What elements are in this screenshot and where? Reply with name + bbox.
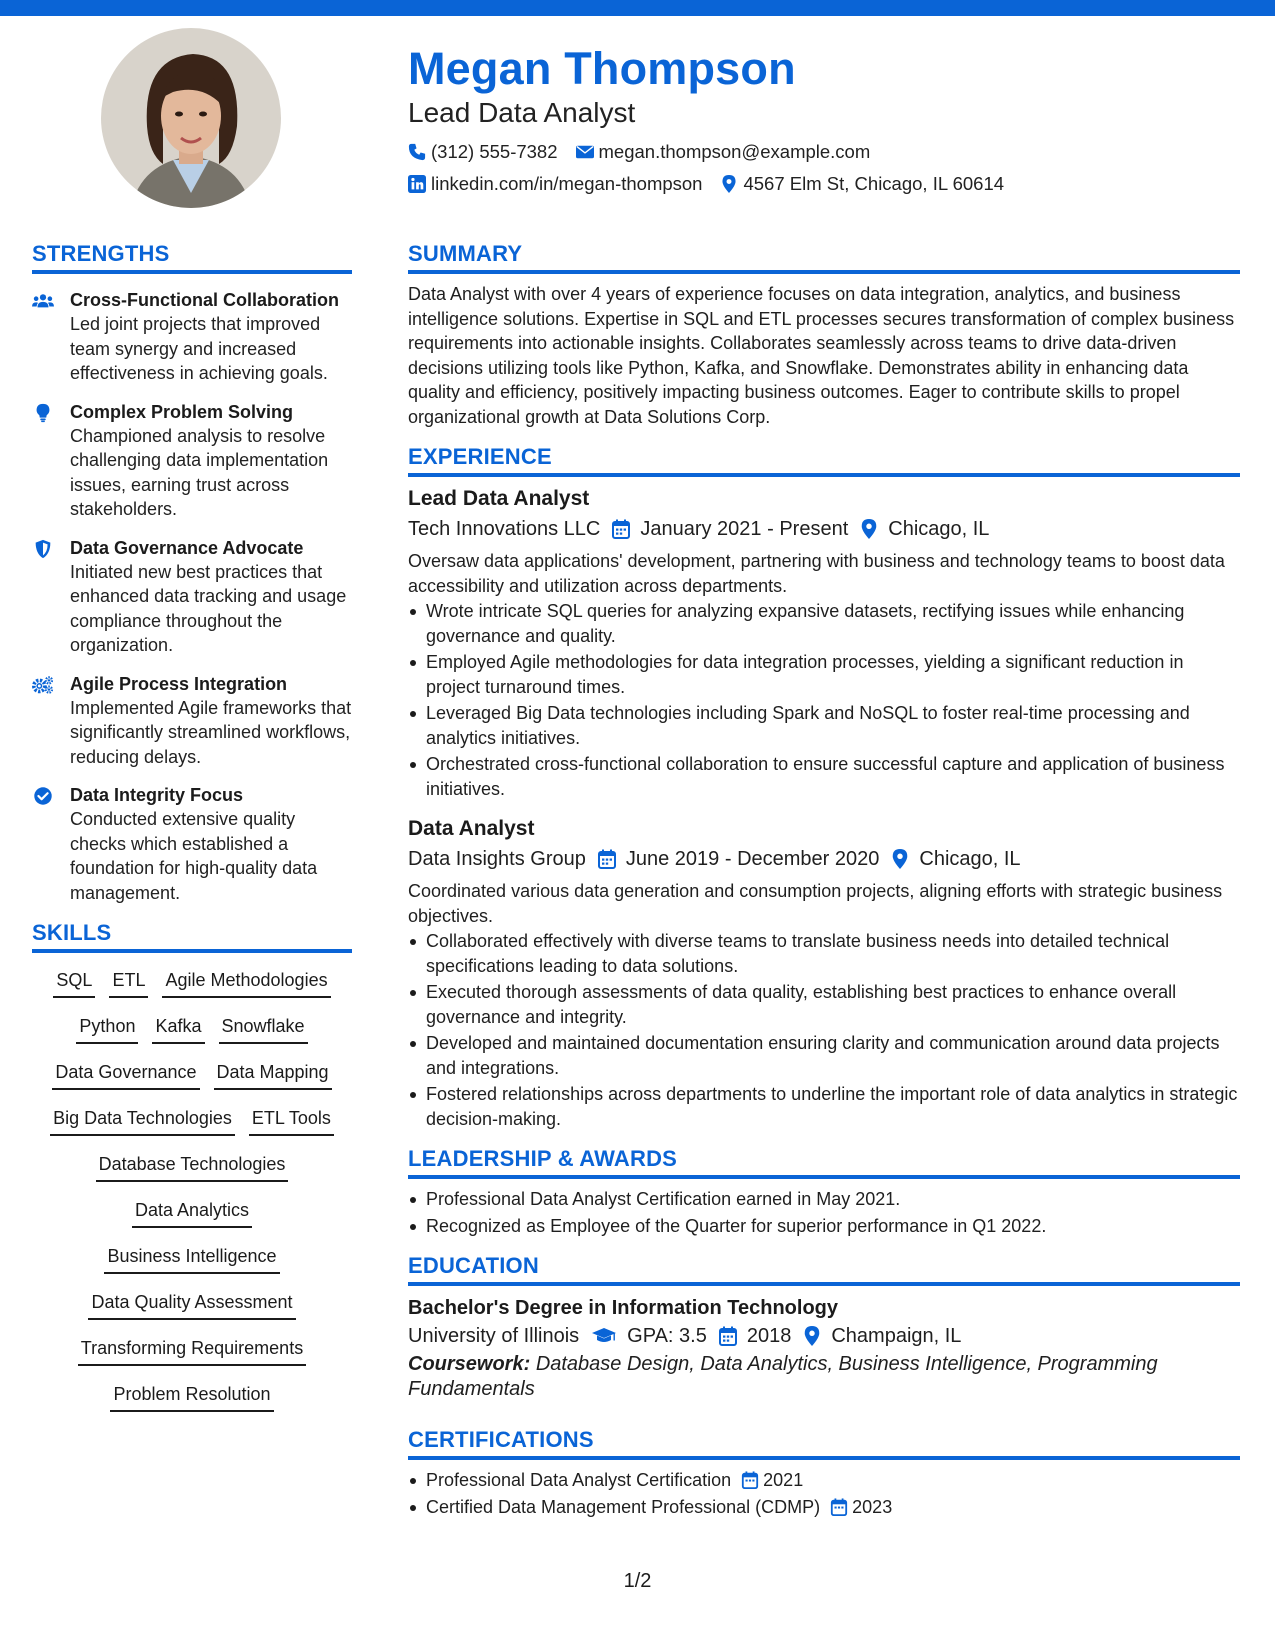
strength-desc: Initiated new best practices that enhanced data tracking and usage compliance throughout the organization. [70,561,347,655]
address-text: 4567 Elm St, Chicago, IL 60614 [743,173,1005,194]
skill-tag: Big Data Technologies [50,1103,235,1136]
resume-header [408,40,1248,196]
experience-heading: EXPERIENCE [408,443,1240,477]
skill-tag: Snowflake [219,1011,308,1044]
candidate-title: Lead Data Analyst [408,97,636,128]
email-link[interactable]: megan.thompson@example.com [598,141,871,162]
leadership-section [408,1145,1240,1238]
skill-tag: Problem Resolution [110,1379,273,1412]
skill-tag: Data Mapping [214,1057,332,1090]
job-bullet: Developed and maintained documentation ensuring clarity and communication around data projects and integrations. [408,1031,1240,1080]
strength-item [32,672,352,770]
calendar-icon [598,849,616,869]
skill-tag: Database Technologies [96,1149,289,1182]
job-dates: January 2021 - Present [640,518,849,540]
map-pin-icon [803,1326,821,1346]
linkedin-icon [408,175,426,193]
education-section [408,1252,1240,1402]
job-entry [408,485,1240,801]
page-number: 1/2 [623,1570,652,1592]
strength-item [32,783,352,905]
job-bullet: Leveraged Big Data technologies including Spark and NoSQL to foster real-time processing and analytics initiatives. [408,701,1240,750]
education-heading: EDUCATION [408,1252,1240,1286]
strength-item [32,536,352,658]
contact-phone [408,140,558,164]
job-title: Data Analyst [408,817,535,840]
coursework-text: Database Design, Data Analytics, Business Intelligence, Programming Fundamentals [408,1353,1158,1400]
profile-photo [101,28,281,208]
strengths-list [32,288,352,905]
calendar-icon [719,1326,737,1346]
skill-tag: Data Quality Assessment [88,1287,295,1320]
skill-tag: Agile Methodologies [162,965,330,998]
skills-list [32,965,352,1425]
cert-name: Professional Data Analyst Certification [426,1470,732,1490]
certifications-section [408,1426,1240,1519]
skill-tag: Data Analytics [132,1195,252,1228]
strength-title: Agile Process Integration [70,673,288,694]
cert-year: 2021 [763,1470,804,1490]
check-circle-icon [32,783,70,905]
strength-desc: Championed analysis to resolve challenging data implementation issues, earning trust across stakeholders. [70,425,329,519]
job-bullet: Wrote intricate SQL queries for analyzing expansive datasets, rectifying issues while enhancing governance and quality. [408,599,1240,648]
job-meta [408,515,1240,543]
job-bullet: Collaborated effectively with diverse teams to translate business needs into detailed technical specifications leading to data solutions. [408,929,1240,978]
top-accent-bar [0,0,1275,16]
job-location: Chicago, IL [919,848,1021,870]
contact-row [408,172,1248,196]
contact-row [408,140,1248,164]
edu-gpa: GPA: 3.5 [627,1325,707,1347]
edu-year: 2018 [746,1325,792,1347]
skill-tag: ETL [109,965,148,998]
leadership-heading: LEADERSHIP & AWARDS [408,1145,1240,1179]
strengths-heading: STRENGTHS [32,240,352,274]
strength-item [32,400,352,522]
edu-coursework [408,1352,1240,1402]
job-dates: June 2019 - December 2020 [625,848,880,870]
lightbulb-icon [32,400,70,522]
job-description: Oversaw data applications' development, partnering with business and technology teams to boost data accessibility and utilization across departments. [408,551,1225,596]
strength-title: Complex Problem Solving [70,401,294,422]
contact-linkedin[interactable] [408,172,702,196]
map-pin-icon [720,175,738,193]
strength-title: Data Integrity Focus [70,785,244,805]
shield-icon [32,536,70,658]
edu-location: Champaign, IL [831,1325,962,1347]
avatar [101,28,281,208]
job-bullets [408,929,1240,1131]
leadership-list [408,1187,1240,1238]
job-company: Data Insights Group [408,848,586,870]
graduation-cap-icon [591,1326,617,1346]
job-title: Lead Data Analyst [408,487,590,510]
experience-section [408,443,1240,1131]
certifications-heading: CERTIFICATIONS [408,1426,1240,1460]
cert-item [408,1468,1240,1493]
strength-title: Data Governance Advocate [70,537,304,558]
map-pin-icon [860,519,878,539]
job-bullet: Executed thorough assessments of data quality, establishing best practices to enhance overall governance and integrity. [408,980,1240,1029]
phone-icon [408,143,426,161]
job-location: Chicago, IL [888,518,990,540]
skill-tag: Business Intelligence [104,1241,279,1274]
map-pin-icon [891,849,909,869]
job-description: Coordinated various data generation and consumption projects, aligning efforts with strategic business objectives. [408,881,1223,926]
strength-desc: Implemented Agile frameworks that significantly streamlined workflows, reducing delays. [70,697,352,767]
leadership-item: Professional Data Analyst Certification earned in May 2021. [408,1187,1240,1212]
edu-school: University of Illinois [408,1325,580,1347]
job-meta [408,845,1240,873]
job-bullet: Employed Agile methodologies for data integration processes, yielding a significant reduction in project turnaround times. [408,650,1240,699]
job-bullet: Fostered relationships across departments to underline the important role of data analytics in strategic decision-making. [408,1082,1240,1131]
left-column [32,240,352,1425]
strength-desc: Conducted extensive quality checks which established a foundation for high-quality data management. [70,809,318,903]
edu-meta [408,1322,1240,1350]
calendar-icon [741,1471,759,1489]
skill-tag: Data Governance [52,1057,199,1090]
users-icon [32,288,70,386]
edu-degree: Bachelor's Degree in Information Technology [408,1297,839,1319]
gears-icon [32,672,70,770]
strength-title: Cross-Functional Collaboration [70,290,340,310]
cert-item [408,1495,1240,1520]
calendar-icon [612,519,630,539]
cert-name: Certified Data Management Professional (CDMP) [426,1496,821,1517]
strength-desc: Led joint projects that improved team synergy and increased effectiveness in achieving goals. [70,314,328,383]
calendar-icon [830,1498,848,1516]
envelope-icon [576,143,594,161]
job-bullet: Orchestrated cross-functional collaboration to ensure successful capture and application of business initiatives. [408,752,1240,801]
cert-year: 2023 [852,1496,893,1517]
strength-item [32,288,352,386]
contact-email[interactable] [576,140,871,164]
phone-text: (312) 555-7382 [431,141,558,162]
right-column [408,240,1240,1533]
skill-tag: Transforming Requirements [78,1333,306,1366]
candidate-name: Megan Thompson [408,43,796,94]
summary-text: Data Analyst with over 4 years of experience focuses on data integration, analytics, and business intelligence solutions. Expertise in SQL and ETL processes secures transformation of complex business requirements into actionable insights. Collaborates seamlessly across teams to drive data-driven decisions utilizing tools like Python, Kafka, and Snowflake. Demonstrates ability in enhancing data quality and efficiency, positively impacting business outcomes. Eager to contribute skills to propel organizational growth at Data Solutions Corp. [408,284,1235,427]
job-bullets [408,599,1240,801]
skill-tag: SQL [53,965,95,998]
contact-address [720,172,1004,196]
skill-tag: Kafka [152,1011,204,1044]
skill-tag: ETL Tools [249,1103,334,1136]
skills-heading: SKILLS [32,919,352,953]
certifications-list [408,1468,1240,1519]
job-company: Tech Innovations LLC [408,518,601,540]
summary-section [408,240,1240,429]
skill-tag: Python [76,1011,138,1044]
coursework-label: Coursework: [408,1353,531,1375]
summary-heading: SUMMARY [408,240,1240,274]
job-entry [408,815,1240,1131]
leadership-item: Recognized as Employee of the Quarter for superior performance in Q1 2022. [408,1214,1240,1239]
linkedin-link[interactable]: linkedin.com/in/megan-thompson [431,173,703,194]
